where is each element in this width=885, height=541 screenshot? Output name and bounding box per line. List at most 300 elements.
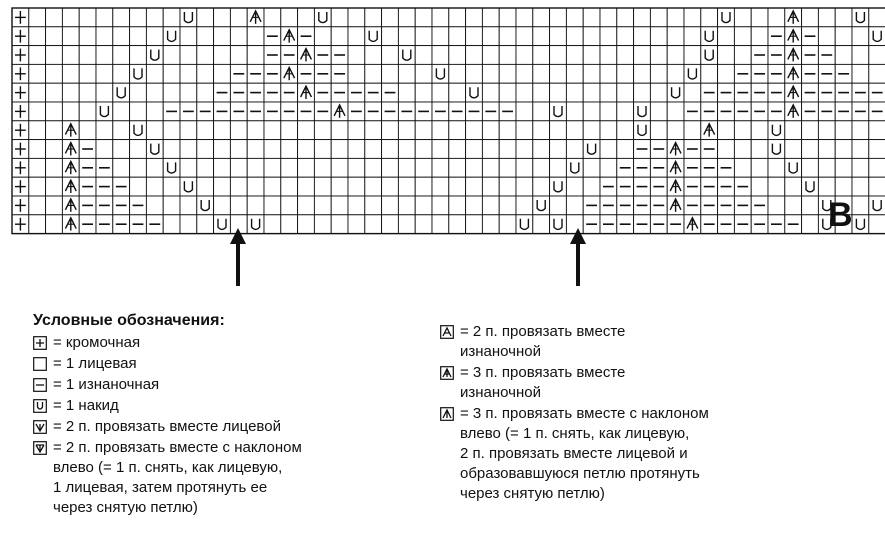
chart-cell — [365, 64, 382, 83]
chart-cell — [869, 121, 885, 140]
chart-cell — [281, 121, 298, 140]
chart-cell — [499, 158, 516, 177]
chart-cell — [869, 196, 885, 215]
chart-cell — [482, 158, 499, 177]
chart-cell — [852, 102, 869, 121]
chart-cell — [230, 8, 247, 27]
chart-cell — [348, 27, 365, 46]
chart-cell — [432, 102, 449, 121]
chart-cell — [29, 8, 46, 27]
chart-cell — [146, 8, 163, 27]
chart-cell — [432, 46, 449, 65]
legend-item — [440, 404, 709, 504]
chart-cell — [113, 46, 130, 65]
chart-cell — [835, 83, 852, 102]
chart-cell — [533, 46, 550, 65]
chart-cell — [29, 27, 46, 46]
chart-cell — [281, 158, 298, 177]
chart-cell — [533, 64, 550, 83]
chart-cell — [516, 196, 533, 215]
chart-cell — [734, 83, 751, 102]
chart-cell — [12, 158, 29, 177]
chart-cell — [113, 196, 130, 215]
chart-cell — [281, 27, 298, 46]
chart-cell — [247, 27, 264, 46]
chart-cell — [583, 83, 600, 102]
chart-cell — [163, 8, 180, 27]
chart-cell — [516, 8, 533, 27]
chart-cell — [852, 8, 869, 27]
chart-cell — [264, 102, 281, 121]
chart-cell — [802, 102, 819, 121]
chart-cell — [734, 121, 751, 140]
chart-cell — [667, 196, 684, 215]
chart-cell — [331, 8, 348, 27]
chart-cell — [566, 102, 583, 121]
chart-cell — [802, 27, 819, 46]
chart-cell — [197, 64, 214, 83]
chart-cell — [516, 83, 533, 102]
chart-cell — [331, 196, 348, 215]
chart-cell — [130, 83, 147, 102]
chart-cell — [785, 102, 802, 121]
chart-row — [12, 140, 885, 159]
chart-cell — [348, 102, 365, 121]
chart-cell — [79, 8, 96, 27]
chart-cell — [163, 102, 180, 121]
chart-cell — [12, 27, 29, 46]
chart-cell — [298, 196, 315, 215]
chart-cell — [667, 102, 684, 121]
chart-cell — [634, 8, 651, 27]
chart-cell — [348, 140, 365, 159]
chart-cell — [869, 140, 885, 159]
chart-cell — [650, 158, 667, 177]
chart-row — [12, 27, 885, 46]
chart-cell — [617, 102, 634, 121]
chart-cell — [751, 215, 768, 234]
chart-cell — [29, 46, 46, 65]
chart-cell — [466, 46, 483, 65]
chart-cell — [566, 8, 583, 27]
chart-cell — [432, 8, 449, 27]
chart-cell — [180, 46, 197, 65]
chart-cell — [264, 46, 281, 65]
chart-cell — [650, 8, 667, 27]
chart-cell — [516, 64, 533, 83]
chart-cell — [684, 83, 701, 102]
chart-cell — [46, 140, 63, 159]
chart-cell — [96, 158, 113, 177]
chart-cell — [398, 102, 415, 121]
chart-cell — [583, 140, 600, 159]
chart-cell — [550, 46, 567, 65]
chart-cell — [29, 215, 46, 234]
chart-cell — [79, 27, 96, 46]
chart-cell — [264, 8, 281, 27]
chart-cell — [482, 64, 499, 83]
chart-cell — [650, 140, 667, 159]
chart-row — [12, 83, 885, 102]
chart-cell — [533, 215, 550, 234]
edge-stitch-icon — [33, 336, 47, 350]
repeat-arrow-right — [568, 228, 588, 286]
chart-cell — [802, 121, 819, 140]
chart-cell — [718, 102, 735, 121]
chart-cell — [163, 140, 180, 159]
chart-cell — [62, 121, 79, 140]
chart-cell — [113, 215, 130, 234]
chart-cell — [650, 27, 667, 46]
chart-cell — [382, 196, 399, 215]
chart-cell — [130, 8, 147, 27]
chart-cell — [62, 8, 79, 27]
chart-cell — [718, 121, 735, 140]
chart-cell — [466, 196, 483, 215]
chart-cell — [415, 8, 432, 27]
chart-cell — [634, 177, 651, 196]
p3tog-icon — [440, 366, 454, 380]
chart-cell — [466, 215, 483, 234]
chart-cell — [79, 177, 96, 196]
chart-cell — [482, 121, 499, 140]
chart-cell — [146, 27, 163, 46]
chart-cell — [180, 83, 197, 102]
chart-cell — [264, 121, 281, 140]
chart-cell — [852, 121, 869, 140]
chart-cell — [718, 196, 735, 215]
chart-cell — [466, 121, 483, 140]
chart-cell — [768, 46, 785, 65]
chart-cell — [734, 46, 751, 65]
chart-cell — [499, 102, 516, 121]
chart-cell — [247, 83, 264, 102]
chart-cell — [197, 8, 214, 27]
chart-cell — [398, 121, 415, 140]
chart-cell — [130, 196, 147, 215]
chart-cell — [701, 46, 718, 65]
chart-cell — [734, 140, 751, 159]
chart-cell — [180, 27, 197, 46]
chart-cell — [62, 177, 79, 196]
legend-item — [33, 333, 140, 353]
chart-cell — [348, 177, 365, 196]
chart-cell — [415, 177, 432, 196]
legend-item-text: = 1 изнаночная — [53, 376, 160, 393]
chart-row — [12, 46, 885, 65]
chart-cell — [365, 121, 382, 140]
chart-cell — [146, 102, 163, 121]
chart-cell — [264, 196, 281, 215]
chart-row — [12, 8, 885, 27]
chart-cell — [197, 177, 214, 196]
chart-cell — [466, 158, 483, 177]
chart-cell — [398, 64, 415, 83]
chart-cell — [46, 215, 63, 234]
chart-cell — [146, 196, 163, 215]
chart-cell — [533, 121, 550, 140]
chart-cell — [684, 215, 701, 234]
chart-cell — [281, 102, 298, 121]
chart-cell — [617, 8, 634, 27]
chart-cell — [818, 177, 835, 196]
chart-cell — [852, 46, 869, 65]
chart-cell — [449, 158, 466, 177]
chart-cell — [835, 102, 852, 121]
chart-cell — [29, 196, 46, 215]
chart-cell — [247, 46, 264, 65]
chart-cell — [298, 83, 315, 102]
chart-cell — [398, 215, 415, 234]
chart-cell — [432, 215, 449, 234]
chart-cell — [667, 27, 684, 46]
chart-cell — [818, 121, 835, 140]
chart-cell — [835, 177, 852, 196]
chart-cell — [718, 46, 735, 65]
chart-cell — [718, 83, 735, 102]
chart-cell — [96, 177, 113, 196]
chart-cell — [62, 83, 79, 102]
chart-cell — [146, 83, 163, 102]
chart-cell — [382, 27, 399, 46]
chart-cell — [180, 140, 197, 159]
chart-cell — [852, 196, 869, 215]
chart-cell — [701, 8, 718, 27]
chart-cell — [314, 102, 331, 121]
chart-cell — [415, 46, 432, 65]
chart-cell — [869, 215, 885, 234]
chart-cell — [12, 177, 29, 196]
chart-cell — [751, 177, 768, 196]
chart-cell — [516, 102, 533, 121]
purl-icon — [33, 378, 47, 392]
chart-cell — [46, 102, 63, 121]
chart-cell — [751, 121, 768, 140]
chart-cell — [449, 102, 466, 121]
chart-cell — [247, 196, 264, 215]
chart-cell — [718, 8, 735, 27]
chart-cell — [130, 177, 147, 196]
chart-cell — [29, 121, 46, 140]
chart-cell — [734, 215, 751, 234]
chart-row — [12, 102, 885, 121]
chart-cell — [751, 27, 768, 46]
chart-cell — [314, 8, 331, 27]
chart-cell — [96, 140, 113, 159]
chart-cell — [298, 8, 315, 27]
chart-cell — [96, 215, 113, 234]
chart-cell — [79, 121, 96, 140]
chart-cell — [650, 83, 667, 102]
panel-letter: B — [828, 196, 853, 234]
chart-cell — [180, 121, 197, 140]
chart-cell — [482, 177, 499, 196]
chart-cell — [617, 158, 634, 177]
chart-cell — [314, 27, 331, 46]
chart-cell — [869, 177, 885, 196]
legend-item-text: = 2 п. провязать вместе с наклоном влево (= 1 п. снять, как лицевую, 1 лицевая, затем протянуть ее через снятую петлю) — [53, 439, 302, 516]
chart-cell — [550, 158, 567, 177]
chart-cell — [96, 46, 113, 65]
chart-cell — [667, 64, 684, 83]
chart-cell — [751, 46, 768, 65]
chart-cell — [298, 140, 315, 159]
chart-cell — [247, 102, 264, 121]
chart-cell — [499, 196, 516, 215]
chart-cell — [835, 8, 852, 27]
chart-cell — [617, 215, 634, 234]
chart-cell — [701, 121, 718, 140]
chart-cell — [348, 8, 365, 27]
chart-cell — [146, 121, 163, 140]
chart-cell — [852, 215, 869, 234]
chart-cell — [667, 8, 684, 27]
chart-cell — [785, 83, 802, 102]
chart-cell — [634, 121, 651, 140]
chart-row — [12, 158, 885, 177]
chart-cell — [130, 215, 147, 234]
chart-cell — [46, 64, 63, 83]
chart-cell — [348, 83, 365, 102]
chart-cell — [348, 215, 365, 234]
chart-cell — [869, 8, 885, 27]
chart-cell — [684, 177, 701, 196]
chart-cell — [331, 27, 348, 46]
chart-cell — [415, 158, 432, 177]
chart-cell — [12, 8, 29, 27]
chart-cell — [432, 83, 449, 102]
chart-cell — [331, 83, 348, 102]
chart-cell — [734, 158, 751, 177]
chart-cell — [398, 158, 415, 177]
chart-cell — [650, 215, 667, 234]
chart-cell — [298, 215, 315, 234]
chart-row — [12, 177, 885, 196]
chart-cell — [701, 196, 718, 215]
chart-cell — [62, 46, 79, 65]
chart-cell — [130, 27, 147, 46]
chart-cell — [130, 64, 147, 83]
chart-cell — [12, 121, 29, 140]
chart-cell — [163, 121, 180, 140]
chart-cell — [533, 158, 550, 177]
chart-cell — [634, 215, 651, 234]
chart-cell — [113, 140, 130, 159]
chart-cell — [230, 102, 247, 121]
chart-cell — [298, 158, 315, 177]
chart-cell — [230, 158, 247, 177]
chart-cell — [247, 121, 264, 140]
chart-cell — [684, 102, 701, 121]
chart-cell — [583, 121, 600, 140]
chart-cell — [667, 140, 684, 159]
chart-cell — [298, 64, 315, 83]
chart-cell — [230, 121, 247, 140]
chart-cell — [785, 8, 802, 27]
chart-cell — [46, 177, 63, 196]
chart-cell — [785, 177, 802, 196]
chart-cell — [499, 177, 516, 196]
chart-cell — [734, 64, 751, 83]
chart-cell — [482, 196, 499, 215]
chart-cell — [634, 46, 651, 65]
ssk-icon — [33, 441, 47, 455]
chart-cell — [701, 140, 718, 159]
chart-row — [12, 64, 885, 83]
chart-cell — [382, 121, 399, 140]
chart-cell — [398, 177, 415, 196]
chart-cell — [751, 158, 768, 177]
chart-cell — [96, 102, 113, 121]
chart-cell — [466, 102, 483, 121]
chart-cell — [701, 102, 718, 121]
chart-cell — [684, 121, 701, 140]
chart-cell — [398, 83, 415, 102]
chart-cell — [566, 27, 583, 46]
chart-cell — [852, 158, 869, 177]
chart-cell — [516, 46, 533, 65]
chart-cell — [365, 215, 382, 234]
chart-row — [12, 121, 885, 140]
chart-cell — [600, 46, 617, 65]
chart-cell — [432, 64, 449, 83]
chart-cell — [79, 83, 96, 102]
chart-cell — [701, 83, 718, 102]
chart-cell — [718, 177, 735, 196]
chart-row — [12, 196, 885, 215]
chart-cell — [12, 196, 29, 215]
chart-cell — [163, 27, 180, 46]
chart-cell — [869, 64, 885, 83]
chart-cell — [667, 158, 684, 177]
chart-cell — [146, 177, 163, 196]
chart-cell — [264, 158, 281, 177]
chart-cell — [751, 64, 768, 83]
chart-cell — [818, 64, 835, 83]
chart-cell — [180, 196, 197, 215]
chart-cell — [298, 121, 315, 140]
chart-cell — [550, 8, 567, 27]
chart-cell — [163, 196, 180, 215]
chart-cell — [785, 27, 802, 46]
chart-cell — [449, 83, 466, 102]
chart-cell — [415, 121, 432, 140]
chart-cell — [382, 8, 399, 27]
chart-cell — [264, 83, 281, 102]
chart-cell — [617, 27, 634, 46]
chart-cell — [432, 158, 449, 177]
chart-cell — [533, 177, 550, 196]
chart-cell — [331, 215, 348, 234]
chart-cell — [802, 8, 819, 27]
chart-cell — [398, 196, 415, 215]
chart-cell — [365, 196, 382, 215]
chart-cell — [382, 177, 399, 196]
chart-cell — [533, 27, 550, 46]
chart-cell — [281, 64, 298, 83]
chart-cell — [62, 27, 79, 46]
yarn-over-icon — [33, 399, 47, 413]
chart-cell — [852, 140, 869, 159]
chart-cell — [835, 27, 852, 46]
chart-cell — [667, 46, 684, 65]
chart-cell — [566, 140, 583, 159]
chart-cell — [230, 83, 247, 102]
chart-cell — [852, 27, 869, 46]
chart-cell — [566, 158, 583, 177]
chart-cell — [214, 158, 231, 177]
chart-cell — [583, 8, 600, 27]
